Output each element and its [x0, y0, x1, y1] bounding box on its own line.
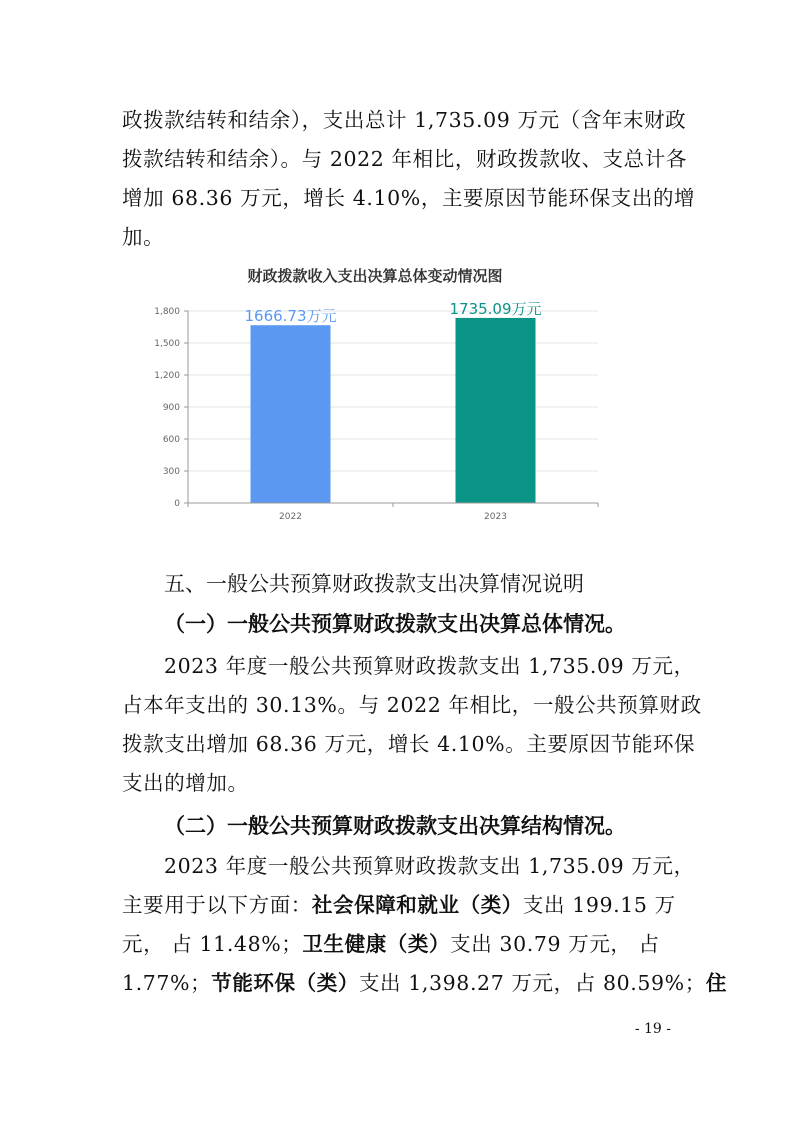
x-axis: [188, 503, 598, 522]
text-span: 1.77%；: [122, 971, 212, 995]
x-tick-label: 2023: [484, 512, 507, 522]
y-axis: [154, 307, 188, 509]
body-text-line: [122, 970, 727, 996]
chart-title: 财政拨款收入支出决算总体变动情况图: [247, 267, 503, 285]
text-span: 元， 占 11.48%；: [122, 932, 303, 956]
x-tick-label: 2022: [279, 512, 302, 522]
data-label-2023: 1735.09万元: [449, 299, 542, 318]
text-span: 支出 199.15 万: [522, 893, 676, 917]
subsection-heading: （一）一般公共预算财政拨款支出决算总体情况。: [164, 611, 626, 636]
y-tick-label: 600: [162, 435, 180, 445]
body-text-line: 增加 68.36 万元，增长 4.10%，主要原因节能环保支出的增: [122, 186, 696, 210]
body-text-line: 拨款支出增加 68.36 万元，增长 4.10%。主要原因节能环保: [122, 732, 696, 756]
y-tick-label: 1,200: [154, 371, 180, 381]
body-text-line: 2023 年度一般公共预算财政拨款支出 1,735.09 万元，: [164, 854, 695, 878]
body-text-line: 支出的增加。: [122, 771, 249, 795]
body-text-line: 占本年支出的 30.13%。与 2022 年相比，一般公共预算财政: [122, 693, 702, 717]
bar-2023: [456, 318, 536, 503]
body-text-line: 政拨款结转和结余），支出总计 1,735.09 万元（含年末财政: [122, 108, 687, 132]
y-tick-label: 300: [162, 467, 180, 477]
text-span: 主要用于以下方面：: [122, 893, 312, 917]
text-span: 支出 1,398.27 万元，占 80.59%；: [358, 971, 706, 995]
bold-category: 卫生健康（类）: [302, 932, 451, 956]
bar-2022: [251, 325, 331, 503]
body-text-line: 加。: [122, 225, 165, 249]
body-text-line: [122, 931, 671, 957]
section-heading: 五、一般公共预算财政拨款支出决算情况说明: [164, 572, 584, 596]
chart-grid: [188, 311, 598, 471]
data-label-2022: 1666.73万元: [244, 307, 337, 326]
bold-category: 社会保障和就业（类）: [311, 893, 523, 917]
y-tick-label: 0: [174, 499, 180, 509]
budget-change-bar-chart: [140, 262, 610, 524]
chart-bars: [244, 300, 541, 503]
y-tick-label: 1,800: [154, 307, 180, 317]
y-tick-label: 900: [162, 403, 180, 413]
bold-category: 节能环保（类）: [211, 971, 359, 995]
body-text-line: 2023 年度一般公共预算财政拨款支出 1,735.09 万元，: [164, 654, 695, 678]
subsection-heading: （二）一般公共预算财政拨款支出决算结构情况。: [164, 813, 626, 838]
text-span: 支出 30.79 万元， 占: [450, 932, 660, 956]
body-text-line: 拨款结转和结余）。与 2022 年相比，财政拨款收、支总计各: [122, 147, 687, 171]
y-tick-label: 1,500: [154, 339, 180, 349]
page-number: - 19 -: [634, 1021, 671, 1037]
body-text-line: [122, 892, 676, 918]
bold-text: 住: [705, 971, 727, 995]
